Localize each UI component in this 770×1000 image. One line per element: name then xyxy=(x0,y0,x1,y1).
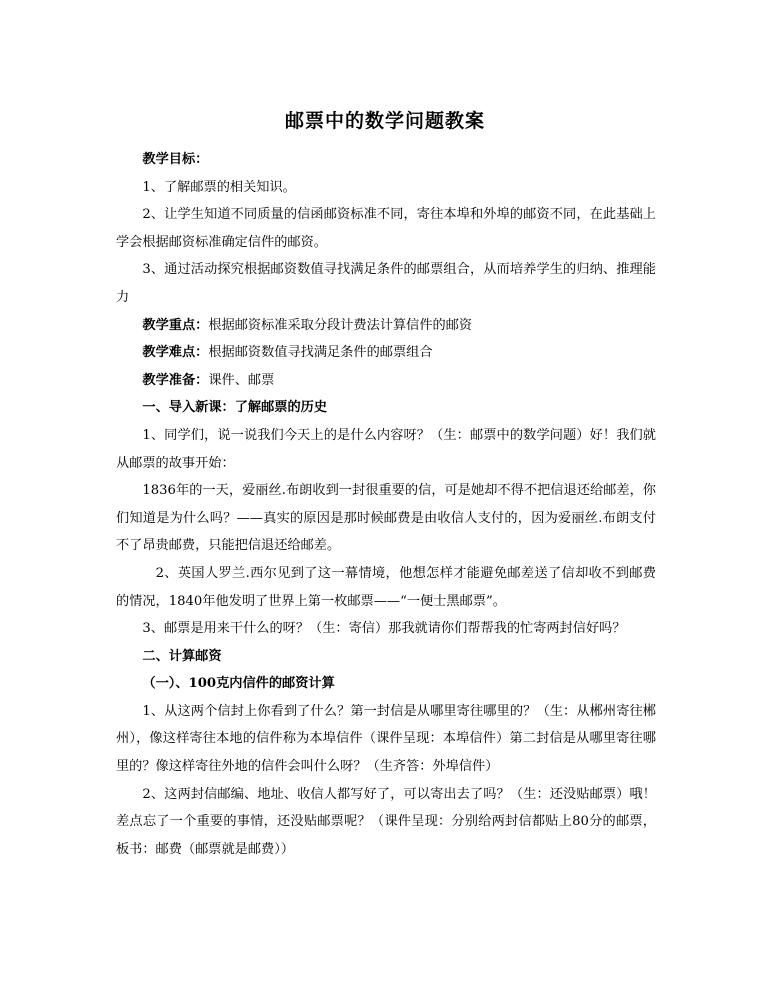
section-1-paragraph-4: 3、邮票是用来干什么的呀？（生：寄信）那我就请你们帮帮我的忙寄两封信好吗？ xyxy=(142,621,626,637)
preparation-text: 课件、邮票 xyxy=(208,372,275,388)
section-1-paragraph-3: 2、英国人罗兰.西尔见到了这一幕情境，他想怎样才能避免邮差送了信却收不到邮费的情况，1840年他发明了世界上第一枚邮票——“一便士黑邮票”。 xyxy=(116,565,656,609)
subsection-heading: （一）、100克内信件的邮资计算 xyxy=(142,676,335,692)
section-1-heading: 一、导入新课：了解邮票的历史 xyxy=(142,400,328,416)
objectives-heading: 教学目标： xyxy=(142,152,209,167)
section-2-paragraph-2: 2、这两封信邮编、地址、收信人都写好了，可以寄出去了吗？（生：还没贴邮票）哦！差点忘了一个重要的事情，还没贴邮票呢？（课件呈现：分别给两封信都贴上80分的邮票，板书：邮费（邮票就是邮费）） xyxy=(116,786,656,857)
key-point-text: 根据邮资标准采取分段计费法计算信件的邮资 xyxy=(208,317,473,333)
difficulty-text: 根据邮资数值寻找满足条件的邮票组合 xyxy=(208,345,433,361)
difficulty-point xyxy=(116,339,656,367)
section-2-heading: 二、计算邮资 xyxy=(142,648,222,664)
key-point-label: 教学重点： xyxy=(142,317,209,333)
objective-2: 2、让学生知道不同质量的信函邮资标准不同，寄往本埠和外埠的邮资不同，在此基础上学会根据邮资标准确定信件的邮资。 xyxy=(116,207,656,250)
preparation-label: 教学准备： xyxy=(142,372,209,388)
section-2-paragraph-1: 1、从这两个信封上你看到了什么？第一封信是从哪里寄往哪里的？（生：从郴州寄往郴州），像这样寄往本地的信件称为本埠信件（课件呈现：本埠信件）第二封信是从哪里寄往哪里的？像这样寄往外地的信件会叫什么呀？（生齐答：外埠信件） xyxy=(116,703,656,775)
objective-3: 3、通过活动探究根据邮资数值寻找满足条件的邮票组合，从而培养学生的归纳、推理能力 xyxy=(116,262,656,305)
document-body xyxy=(116,146,656,863)
section-1-paragraph-1: 1、同学们，说一说我们今天上的是什么内容呀？（生：邮票中的数学问题）好！我们就从邮票的故事开始： xyxy=(116,427,656,471)
key-point xyxy=(116,312,656,340)
section-1-paragraph-2: 1836年的一天，爱丽丝.布朗收到一封很重要的信，可是她却不得不把信退还给邮差，你们知道是为什么吗？——真实的原因是那时候邮费是由收信人支付的，因为爱丽丝.布朗支付不了昂贵邮费，只能把信退还给邮差。 xyxy=(116,483,656,554)
objective-1: 1、了解邮票的相关知识。 xyxy=(142,179,296,195)
difficulty-label: 教学难点： xyxy=(142,345,209,361)
preparation xyxy=(116,367,656,395)
page-title: 邮票中的数学问题教案 xyxy=(284,110,485,132)
